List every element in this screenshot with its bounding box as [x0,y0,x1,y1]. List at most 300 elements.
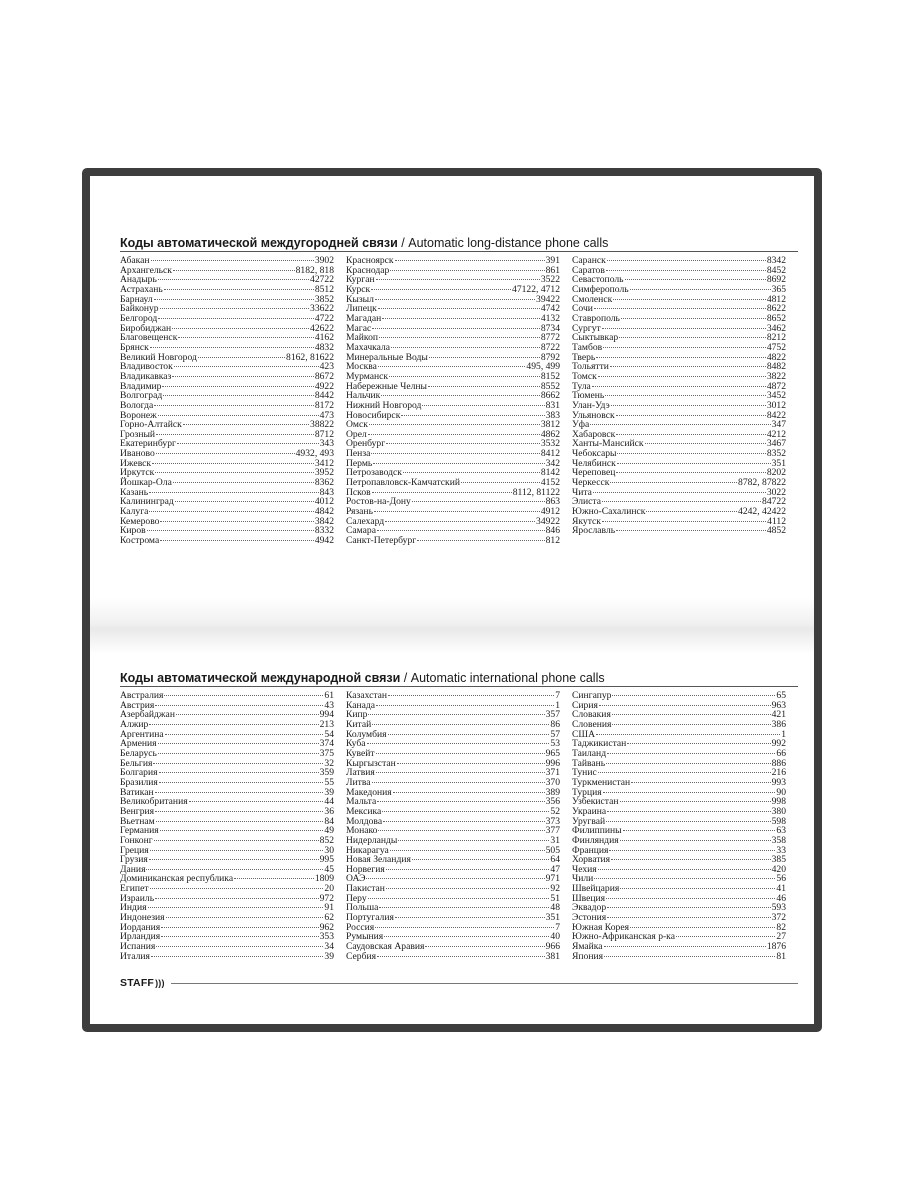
entry-name: Элиста [572,496,601,508]
code-entry [572,411,786,421]
entry-code: 31 [550,834,560,846]
entry-name: Турция [572,786,602,798]
entry-code: 1 [555,699,560,711]
entry-name: Япония [572,950,604,962]
entry-code: 993 [771,776,786,788]
dot-leader [616,415,766,416]
dot-leader [368,434,540,435]
entry-code: 42622 [310,322,334,334]
dot-leader [645,443,766,444]
entry-code: 4932, 493 [295,448,334,460]
dot-leader [152,463,314,464]
entry-code: 53 [550,738,560,750]
entry-name: Саранск [572,255,606,266]
entry-name: Швейцария [572,883,620,895]
entry-code: 8342 [766,255,786,266]
code-entry [346,314,560,324]
entry-name: Томск [572,370,597,382]
entry-code: 61 [324,690,334,701]
dot-leader [163,395,314,396]
dot-leader [161,927,318,928]
dot-leader [623,830,776,831]
entry-name: Латвия [346,767,375,779]
dot-leader [386,443,540,444]
dot-leader [383,821,545,822]
entry-name: Вологда [120,399,154,411]
entry-name: Тюмень [572,390,605,402]
entry-name: Кыргызстан [346,757,396,769]
dot-leader [149,859,319,860]
entry-code: 1876 [766,941,786,953]
dot-leader [151,956,323,957]
dot-leader [620,840,771,841]
entry-code: 389 [545,786,560,798]
entry-code: 4012 [314,496,334,508]
dot-leader [603,347,766,348]
entry-code: 962 [319,921,334,933]
entry-code: 38822 [310,419,334,431]
entry-name: Владивосток [120,361,173,373]
entry-name: Филиппины [572,825,622,837]
dot-leader [602,521,766,522]
entry-code: 36 [324,805,334,817]
code-entry [572,362,786,372]
entry-code: 3952 [314,467,334,479]
dot-leader [158,415,319,416]
dot-leader [604,946,766,947]
code-entry [120,894,334,904]
code-entry [346,884,560,894]
entry-code: 385 [771,854,786,866]
entry-code: 8352 [766,448,786,460]
entry-name: Сургут [572,322,601,334]
entry-code: 7 [555,921,560,933]
dot-leader [390,850,545,851]
dot-leader [381,395,539,396]
dot-leader [368,714,544,715]
section-title [120,670,798,687]
entry-code: 46 [776,892,786,904]
entry-name: Волгоград [120,390,163,402]
dot-leader [625,279,766,280]
entry-name: Великий Новгород [120,351,197,363]
entry-code: 8652 [766,312,786,324]
dot-leader [378,308,540,309]
code-entry [572,372,786,382]
dot-leader [373,463,544,464]
entry-name: Нижний Новгород [346,399,422,411]
entry-name: Тайвань [572,757,606,769]
entry-name: Новосибирск [346,409,401,421]
entry-code: 55 [324,776,334,788]
entry-name: Иваново [120,448,155,460]
dot-leader [376,279,540,280]
code-entry [346,691,560,701]
dot-leader [590,424,770,425]
entry-code: 3842 [314,515,334,527]
entry-name: Ирландия [120,931,161,943]
dot-leader [377,801,544,802]
dot-leader [596,357,766,358]
entry-name: Чили [572,873,594,885]
entry-name: Сочи [572,303,593,315]
dot-leader [156,453,295,454]
entry-name: Ватикан [120,786,154,798]
entry-code: 852 [319,834,334,846]
entry-code: 62 [324,912,334,924]
entry-code: 863 [545,496,560,508]
dot-leader [149,724,318,725]
entry-code: 373 [545,815,560,827]
dot-leader [178,337,313,338]
entry-code: 4852 [766,525,786,537]
dot-leader [611,405,766,406]
entry-name: Кострома [120,535,160,547]
dot-leader [371,453,539,454]
entry-name: Перу [346,892,367,904]
entry-code: 351 [771,457,786,469]
entry-code: 812 [545,535,560,547]
entry-code: 370 [545,776,560,788]
dot-leader [598,772,771,773]
entry-code: 4942 [314,535,334,547]
dot-leader [176,714,319,715]
entry-code: 8552 [540,380,560,392]
dot-leader [620,801,771,802]
code-entry [120,836,334,846]
code-entry [120,449,334,459]
entry-code: 32 [324,757,334,769]
entry-name: Южная Корея [572,921,629,933]
entry-name: Набережные Челны [346,380,427,392]
entry-code: 357 [545,709,560,721]
code-entry [120,517,334,527]
dot-leader [611,859,771,860]
planner-page [82,168,822,1032]
dot-leader [607,753,775,754]
entry-code: 886 [771,757,786,769]
dot-leader [390,270,544,271]
dot-leader [594,308,766,309]
dot-leader [150,888,324,889]
code-column [346,256,560,546]
dot-leader [428,386,540,387]
entry-name: Минеральные Воды [346,351,428,363]
dot-leader [630,927,775,928]
entry-name: Австралия [120,690,164,701]
dot-leader [599,705,771,706]
code-entry [346,942,560,952]
entry-code: 380 [771,805,786,817]
entry-name: Пакистан [346,883,385,895]
entry-name: Биробиджан [120,322,172,334]
entry-name: Азербайджан [120,709,175,721]
entry-code: 371 [545,767,560,779]
entry-name: Петрозаводск [346,467,402,479]
entry-name: Индонезия [120,912,165,924]
entry-code: 8362 [314,477,334,489]
entry-name: Иркутск [120,467,155,479]
entry-name: Ярославль [572,525,616,537]
dot-leader [160,521,313,522]
dot-leader [606,763,770,764]
dot-leader [429,357,540,358]
entry-code: 495, 499 [526,361,560,373]
entry-code: 8412 [540,448,560,460]
entry-name: Курган [346,274,375,286]
entry-name: США [572,728,596,740]
entry-name: Венгрия [120,805,155,817]
section-title-ru: Коды автоматической междугородней связи [120,236,398,250]
dot-leader [175,501,314,502]
dot-leader [592,386,766,387]
dot-leader [154,405,314,406]
entry-code: 30 [324,844,334,856]
entry-code: 8692 [766,274,786,286]
dot-leader [367,743,550,744]
entry-name: Улан-Удэ [572,399,610,411]
entry-name: Саратов [572,264,605,276]
entry-name: Эстония [572,912,607,924]
code-entry [346,710,560,720]
entry-name: Владикавказ [120,370,172,382]
code-entry [120,710,334,720]
section-title [120,235,798,252]
code-entry [572,778,786,788]
entry-name: Греция [120,844,149,856]
entry-name: Нальчик [346,390,381,402]
entry-name: Франция [572,844,609,856]
entry-code: 8792 [540,351,560,363]
code-columns [120,256,798,546]
dot-leader [150,347,314,348]
entry-code: 8172 [314,399,334,411]
entry-code: 81 [776,950,786,962]
footer-rule [171,983,798,984]
dot-leader [154,840,319,841]
code-entry [572,314,786,324]
entry-code: 3532 [540,438,560,450]
entry-name: Санкт-Петербург [346,535,417,547]
entry-name: Тамбов [572,341,603,353]
dot-leader [159,782,324,783]
entry-code: 359 [319,767,334,779]
code-entry [572,507,786,517]
entry-name: Магас [346,322,372,334]
dot-leader [377,530,545,531]
entry-code: 48 [550,902,560,914]
entry-name: Иордания [120,921,161,933]
dot-leader [606,898,775,899]
entry-code: 377 [545,825,560,837]
code-entry [346,324,560,334]
entry-name: Пенза [346,448,371,460]
dot-leader [155,898,319,899]
entry-name: Салехард [346,515,385,527]
entry-name: Италия [120,950,150,962]
entry-code: 91 [324,902,334,914]
entry-name: Калуга [120,506,149,518]
entry-name: Австрия [120,699,155,711]
entry-code: 8332 [314,525,334,537]
dot-leader [425,946,544,947]
code-entry [572,759,786,769]
entry-code: 39422 [536,293,560,305]
entry-code: 1 [781,728,786,740]
entry-name: Дания [120,863,146,875]
entry-name: Эквадор [572,902,607,914]
dot-leader [604,956,775,957]
entry-name: Доминиканская республика [120,873,234,885]
entry-name: Сыктывкар [572,332,619,344]
dot-leader [368,898,550,899]
entry-name: Португалия [346,912,394,924]
dot-leader [371,289,511,290]
entry-code: 421 [771,709,786,721]
entry-name: Китай [346,718,372,730]
entry-code: 7 [555,690,560,701]
entry-code: 843 [319,486,334,498]
entry-name: Воронеж [120,409,157,421]
entry-code: 90 [776,786,786,798]
entry-code: 8672 [314,370,334,382]
entry-code: 66 [776,747,786,759]
dot-leader [154,299,314,300]
dot-leader [160,540,314,541]
entry-code: 4152 [540,477,560,489]
entry-code: 861 [545,264,560,276]
dot-leader [376,705,554,706]
entry-name: Армения [120,738,157,750]
dot-leader [607,907,770,908]
entry-code: 972 [319,892,334,904]
brand-footer [120,976,798,990]
dot-leader [172,328,309,329]
dot-leader [417,540,544,541]
entry-name: Псков [346,486,371,498]
entry-name: Аргентина [120,728,164,740]
entry-code: 3467 [766,438,786,450]
dot-leader [386,888,549,889]
entry-code: 39 [324,786,334,798]
entry-code: 45 [324,863,334,875]
dot-leader [602,501,761,502]
code-column [120,256,334,546]
code-entry [346,517,560,527]
code-entry [120,952,334,962]
entry-name: Сингапур [572,690,612,701]
entry-code: 383 [545,409,560,421]
entry-code: 420 [771,863,786,875]
entry-code: 473 [319,409,334,421]
entry-name: Смоленск [572,293,613,305]
entry-name: Индия [120,902,147,914]
entry-code: 63 [776,825,786,837]
entry-name: Кемерово [120,515,160,527]
dot-leader [391,347,540,348]
entry-code: 82 [776,921,786,933]
dot-leader [379,337,540,338]
entry-code: 423 [319,361,334,373]
entry-name: Чита [572,486,592,498]
entry-name: Тверь [572,351,596,363]
entry-code: 52 [550,805,560,817]
entry-name: Абакан [120,255,150,266]
entry-code: 8662 [540,390,560,402]
entry-name: Брянск [120,341,149,353]
dot-leader [174,366,319,367]
entry-name: Германия [120,825,159,837]
code-entry [346,759,560,769]
entry-code: 8622 [766,303,786,315]
code-entry [346,449,560,459]
dot-leader [384,936,549,937]
dot-leader [376,753,545,754]
entry-name: Сирия [572,699,598,711]
entry-code: 994 [319,709,334,721]
code-column [346,691,560,961]
dot-leader [150,850,324,851]
code-column [572,691,786,961]
code-entry [572,855,786,865]
code-columns [120,691,798,961]
entry-code: 3452 [766,390,786,402]
entry-code: 593 [771,902,786,914]
entry-code: 4722 [314,312,334,324]
entry-name: Киров [120,525,146,537]
entry-code: 8512 [314,283,334,295]
entry-code: 8212 [766,332,786,344]
entry-code: 8442 [314,390,334,402]
entry-code: 381 [545,950,560,962]
code-entry [346,497,560,507]
dot-leader [412,859,550,860]
code-entry [572,952,786,962]
entry-name: Чебоксары [572,448,617,460]
entry-code: 3012 [766,399,786,411]
code-entry [346,739,560,749]
entry-name: Казань [120,486,149,498]
dot-leader [616,434,766,435]
entry-code: 8182, 818 [295,264,334,276]
entry-code: 42722 [310,274,334,286]
entry-name: Израиль [120,892,155,904]
entry-name: Словакия [572,709,611,721]
code-entry [572,382,786,392]
code-entry [120,749,334,759]
entry-code: 996 [545,757,560,769]
code-entry [346,295,560,305]
entry-name: Польша [346,902,379,914]
dot-leader [603,792,776,793]
entry-name: Словения [572,718,612,730]
entry-name: Благовещенск [120,332,178,344]
entry-name: Краснодар [346,264,390,276]
entry-code: 4752 [766,341,786,353]
entry-name: Тула [572,380,591,392]
code-entry [346,913,560,923]
entry-name: Саудовская Аравия [346,941,425,953]
dot-leader [155,705,323,706]
logo-text: STAFF [120,977,155,989]
dot-leader [393,792,545,793]
entry-name: Уругвай [572,815,606,827]
entry-code: 998 [771,796,786,808]
dot-leader [156,946,323,947]
entry-code: 3822 [766,370,786,382]
code-entry [120,846,334,856]
dot-leader [189,801,324,802]
